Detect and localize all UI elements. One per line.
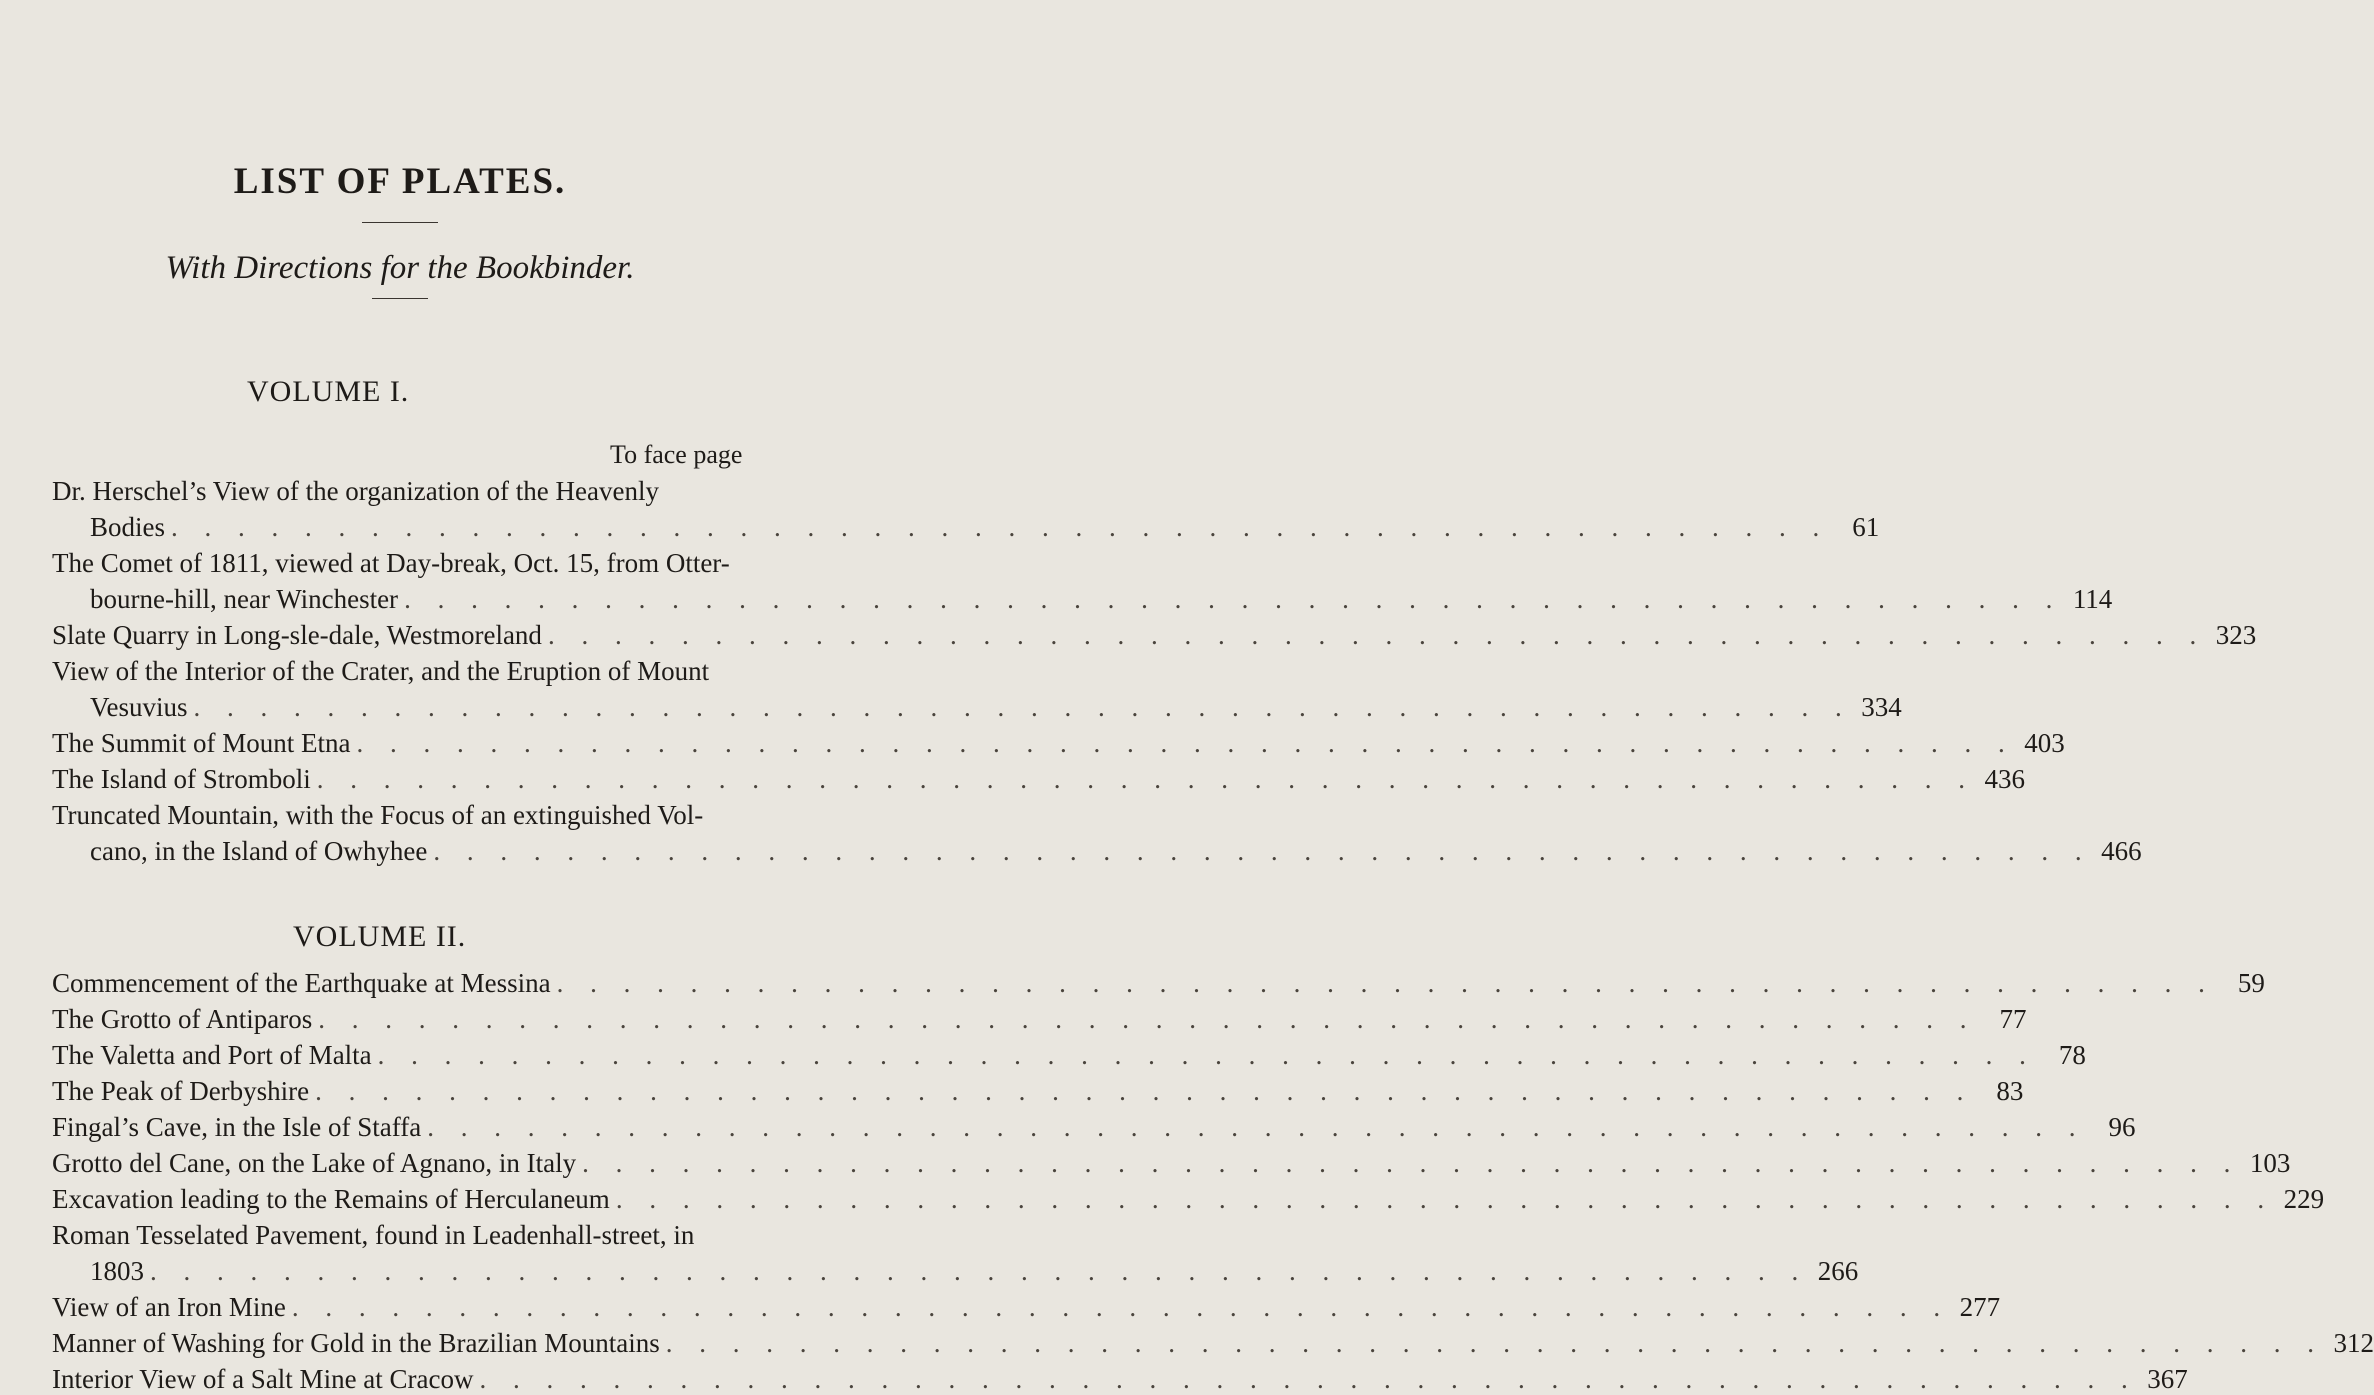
page-title: LIST OF PLATES.: [233, 161, 567, 202]
page-number: 277: [1959, 1292, 2001, 1322]
leader-dots: . . . . . . . . . . . . . . . . . . . . . . . . . . . . . . . . . . . . . . . . . . . . . . . . . .: [427, 1112, 2086, 1142]
page-number: 83: [1996, 1076, 2024, 1106]
plate-title: Grotto del Cane, on the Lake of Agnano, in Italy: [52, 1148, 577, 1178]
plate-title: Slate Quarry in Long-sle-dale, Westmoreland: [52, 620, 542, 650]
plate-entry-line: [52, 728, 2065, 759]
plate-title: Manner of Washing for Gold in the Brazilian Mountains: [52, 1328, 660, 1358]
page-number: 59: [2237, 968, 2265, 998]
page-number: 78: [2058, 1040, 2086, 1070]
page-number: 266: [1817, 1256, 1859, 1286]
leader-dots: . . . . . . . . . . . . . . . . . . . . . . . . . . . . . . . . . . . . . . . . . . . . . . . . . .: [193, 692, 1852, 722]
leader-dots: . . . . . . . . . . . . . . . . . . . . . . . . . . . . . . . . . . . . . . . . . . . . . . . . . .: [404, 584, 2063, 614]
plate-entry-line: [52, 1004, 2027, 1035]
leader-dots: . . . . . . . . . . . . . . . . . . . . . . . . . . . . . . . . . . . . . . . . . . . . . . . . . .: [377, 1040, 2036, 1070]
plate-entry-line: [52, 1076, 2024, 1107]
plate-title: bourne-hill, near Winchester: [90, 584, 399, 614]
leader-dots: . . . . . . . . . . . . . . . . . . . . . . . . . . . . . . . . . . . . . . . . . . . . . . . . . .: [547, 620, 2207, 650]
plate-entry-line: [52, 1184, 2325, 1215]
plate-title: The Comet of 1811, viewed at Day-break, Oct. 15, from Otter-: [52, 548, 730, 578]
plate-entry-line: [90, 1256, 1859, 1287]
leader-dots: . . . . . . . . . . . . . . . . . . . . . . . . . . . . . . . . . . . . . . . . . . . . . . . . . .: [556, 968, 2215, 998]
page-number: 403: [2024, 728, 2065, 758]
plate-entry-line: [90, 584, 2113, 615]
leader-dots: . . . . . . . . . . . . . . . . . . . . . . . . . . . . . . . . . . . . . . . . . . . . . . . . . .: [315, 1076, 1974, 1106]
leader-dots: . . . . . . . . . . . . . . . . . . . . . . . . . . . . . . . . . . . . . . . . . . . . . . . . . .: [615, 1184, 2275, 1214]
volume-2-heading: VOLUME II.: [293, 920, 467, 953]
plate-title: Bodies: [90, 512, 166, 542]
plate-entry-line: [52, 1148, 2291, 1179]
volume-1-heading: VOLUME I.: [247, 375, 410, 408]
column-note: To face page: [610, 440, 743, 469]
leader-dots: . . . . . . . . . . . . . . . . . . . . . . . . . . . . . . . . . . . . . . . . . . . . . . . . . .: [291, 1292, 1951, 1322]
plate-title: The Valetta and Port of Malta: [52, 1040, 372, 1070]
plate-title: Truncated Mountain, with the Focus of an extinguished Vol-: [52, 800, 704, 830]
page-number: 334: [1861, 692, 1902, 722]
plate-title: Interior View of a Salt Mine at Cracow: [52, 1364, 474, 1394]
plate-entry-line: [52, 1220, 694, 1251]
plate-entry-line: [52, 1364, 2188, 1395]
plate-title: Roman Tesselated Pavement, found in Leadenhall-street, in: [52, 1220, 695, 1250]
plate-title: cano, in the Island of Owhyhee: [90, 836, 428, 866]
leader-dots: . . . . . . . . . . . . . . . . . . . . . . . . . . . . . . . . . . . . . . . . . . . . . . . . . .: [433, 836, 2092, 866]
page-number: 367: [2147, 1364, 2188, 1394]
plate-title: 1803: [90, 1256, 144, 1286]
plate-title: Fingal’s Cave, in the Isle of Staffa: [52, 1112, 422, 1142]
plate-entry-line: [52, 968, 2265, 999]
plate-title: Commencement of the Earthquake at Messina: [52, 968, 551, 998]
plate-entry-line: [52, 764, 2025, 795]
page-number: 77: [1999, 1004, 2027, 1034]
page-number: 103: [2249, 1148, 2291, 1178]
leader-dots: . . . . . . . . . . . . . . . . . . . . . . . . . . . . . . . . . . . . . . . . . . . . . . . . . .: [150, 1256, 1809, 1286]
plate-entry-line: [52, 548, 730, 579]
plate-entry-line: [52, 1040, 2086, 1071]
leader-dots: . . . . . . . . . . . . . . . . . . . . . . . . . . . . . . . . . . . . . . . . . . . . . . . . . .: [479, 1364, 2138, 1394]
page-number: 436: [1984, 764, 2025, 794]
leader-dots: . . . . . . . . . . . . . . . . . . . . . . . . . . . . . . . . . . . . . . . . . . . . . . . . . .: [356, 728, 2015, 758]
page-number: 229: [2283, 1184, 2325, 1214]
plate-entry-line: [52, 476, 659, 507]
plate-entry-line: [52, 800, 703, 831]
page-number: 61: [1852, 512, 1880, 542]
plate-entry-line: [90, 512, 1880, 543]
plate-entry-line: [90, 836, 2142, 867]
plate-title: Dr. Herschel’s View of the organization of the Heavenly: [52, 476, 659, 506]
plate-title: Vesuvius: [90, 692, 188, 722]
divider-rule: [362, 222, 438, 223]
leader-dots: . . . . . . . . . . . . . . . . . . . . . . . . . . . . . . . . . . . . . . . . . . . . . . . . . .: [316, 764, 1975, 794]
plate-entry-line: [52, 656, 709, 687]
page-number: 96: [2108, 1112, 2136, 1142]
divider-rule: [372, 298, 428, 299]
plate-entry-line: [52, 1112, 2136, 1143]
plate-entry-line: [52, 620, 2257, 651]
leader-dots: . . . . . . . . . . . . . . . . . . . . . . . . . . . . . . . . . . . . . . . . . . . . . . . . . .: [318, 1004, 1977, 1034]
plate-entry-line: [52, 1328, 2374, 1359]
plate-entry-line: [52, 1292, 2001, 1323]
page-number: 323: [2215, 620, 2257, 650]
leader-dots: . . . . . . . . . . . . . . . . . . . . . . . . . . . . . . . . . . . . . . . . . . . . . . . . . .: [171, 512, 1830, 542]
leader-dots: . . . . . . . . . . . . . . . . . . . . . . . . . . . . . . . . . . . . . . . . . . . . . . . . . .: [665, 1328, 2324, 1358]
plate-title: View of an Iron Mine: [52, 1292, 286, 1322]
plate-title: The Summit of Mount Etna: [52, 728, 351, 758]
plate-title: Excavation leading to the Remains of Herculaneum: [52, 1184, 610, 1214]
page-number: 114: [2072, 584, 2113, 614]
plate-title: View of the Interior of the Crater, and the Eruption of Mount: [52, 656, 710, 686]
plate-title: The Peak of Derbyshire: [52, 1076, 310, 1106]
page-number: 466: [2101, 836, 2142, 866]
plate-entry-line: [90, 692, 1902, 723]
subtitle: With Directions for the Bookbinder.: [165, 250, 635, 286]
plate-title: The Island of Stromboli: [52, 764, 311, 794]
plate-title: The Grotto of Antiparos: [52, 1004, 313, 1034]
page-number: 312: [2333, 1328, 2374, 1358]
leader-dots: . . . . . . . . . . . . . . . . . . . . . . . . . . . . . . . . . . . . . . . . . . . . . . . . . .: [582, 1148, 2241, 1178]
